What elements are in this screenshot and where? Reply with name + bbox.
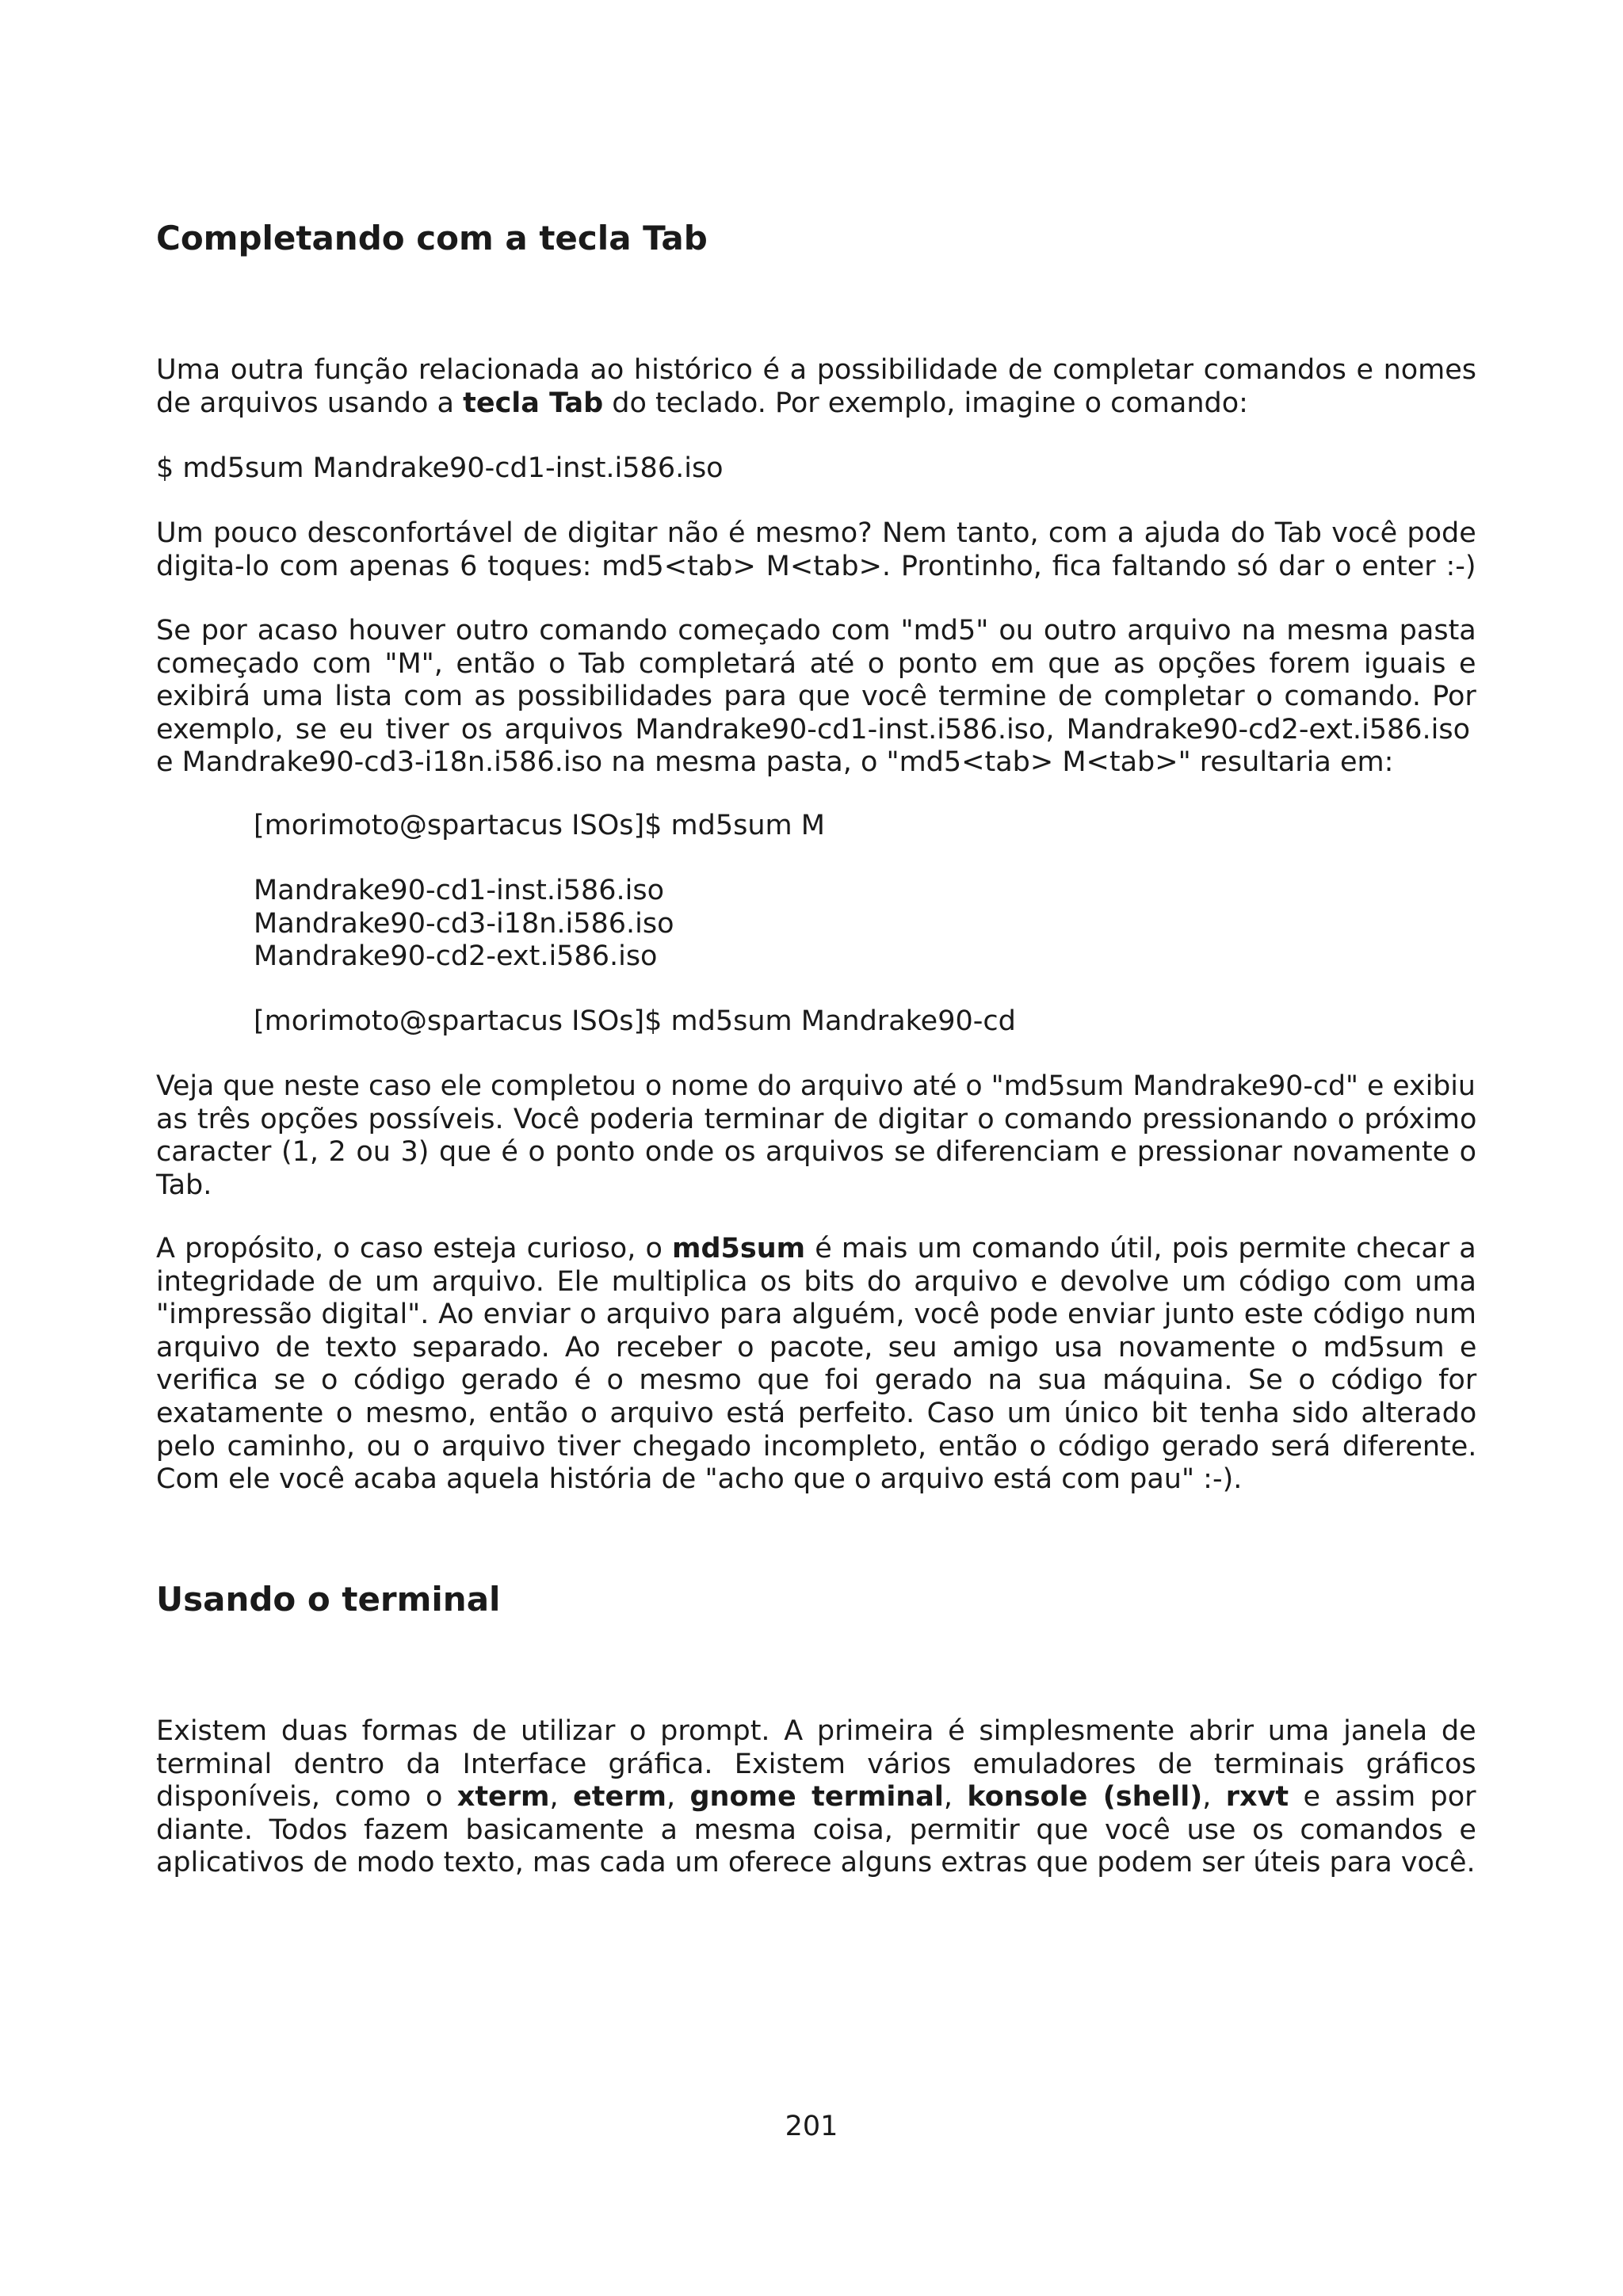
text-run: e assim por [1289, 1781, 1476, 1814]
terminal-output-file: Mandrake90-cd3-i18n.i586.iso [254, 908, 674, 940]
text-run: de arquivos usando a [156, 387, 464, 419]
text-line: exatamente o mesmo, então o arquivo está perfeito. Caso um único bit tenha sido alterado [156, 1397, 1477, 1429]
terminal-output-file: Mandrake90-cd2-ext.i586.iso [254, 940, 658, 972]
text-line: integridade de um arquivo. Ele multiplica os bits do arquivo e devolve um código com uma [156, 1265, 1476, 1298]
text-line: Um pouco desconfortável de digitar não é mesmo? Nem tanto, com a ajuda do Tab você pode [156, 517, 1476, 549]
text-line: "impressão digital". Ao enviar o arquivo para alguém, você pode enviar junto este código num [156, 1299, 1477, 1331]
text-line [156, 387, 1476, 421]
text-line: e Mandrake90-cd3-i18n.i586.iso na mesma pasta, o "md5<tab> M<tab>" resultaria em: [156, 746, 1394, 779]
terminal-prompt-line: [morimoto@spartacus ISOs]$ md5sum M [254, 810, 825, 841]
paragraph-intro [156, 354, 1476, 420]
text-line: as três opções possíveis. Você poderia terminar de digitar o comando pressionando o próximo [156, 1103, 1477, 1135]
text-line [156, 1781, 1476, 1814]
text-line: Veja que neste caso ele completou o nome do arquivo até o "md5sum Mandrake90-cd" e exibiu [156, 1070, 1476, 1102]
text-line: exibirá uma lista com as possibilidades para que você termine de completar o comando. Por [156, 681, 1476, 713]
text-line: pelo caminho, ou o arquivo tiver chegado incompleto, então o código gerado será diferente. [156, 1430, 1477, 1463]
page-number: 201 [785, 2111, 838, 2142]
text-line: caracter (1, 2 ou 3) que é o ponto onde os arquivos se diferenciam e pressionar novamente o [156, 1136, 1477, 1169]
paragraph-multiple-matches [156, 615, 1476, 780]
text-run: A propósito, o caso esteja curioso, o [156, 1233, 673, 1264]
text-line: Tab. [156, 1169, 212, 1201]
paragraph-completion-result [156, 1070, 1476, 1202]
text-run: é mais um comando útil, pois permite checar a [805, 1233, 1476, 1264]
bold-term-tecla-tab: tecla Tab [463, 387, 604, 419]
text-line: Com ele você acaba aquela história de "acho que o arquivo está com pau" :-). [156, 1463, 1243, 1496]
paragraph-tab-explanation [156, 517, 1476, 583]
bold-term-md5sum: md5sum [672, 1233, 806, 1264]
paragraph-terminal-intro [156, 1715, 1476, 1880]
text-run: , [549, 1781, 574, 1814]
text-line: diante. Todos fazem basicamente a mesma coisa, permitir que você use os comandos e [156, 1814, 1476, 1846]
text-run: disponíveis, como o [156, 1781, 457, 1814]
terminal-prompt-line: [morimoto@spartacus ISOs]$ md5sum Mandrake90-cd [254, 1005, 1016, 1037]
text-line: Se por acaso houver outro comando começado com "md5" ou outro arquivo na mesma pasta [156, 615, 1476, 646]
text-run: , [943, 1781, 968, 1814]
text-run: , [666, 1781, 690, 1814]
text-line [156, 1233, 1476, 1266]
command-example: $ md5sum Mandrake90-cd1-inst.i586.iso [156, 452, 724, 484]
bold-term-gnome-terminal: gnome terminal [689, 1781, 944, 1814]
text-line: digita-lo com apenas 6 toques: md5<tab> M<tab>. Prontinho, fica faltando só dar o enter :-) [156, 550, 1476, 582]
bold-term-konsole: konsole (shell) [967, 1781, 1203, 1814]
bold-term-eterm: eterm [573, 1781, 666, 1814]
text-run: , [1202, 1781, 1226, 1814]
text-line: começado com "M", então o Tab completará até o ponto em que as opções forem iguais e [156, 647, 1476, 680]
bold-term-rxvt: rxvt [1225, 1781, 1289, 1814]
terminal-output-file: Mandrake90-cd1-inst.i586.iso [254, 875, 664, 906]
text-line: Uma outra função relacionada ao histórico é a possibilidade de completar comandos e nomes [156, 354, 1477, 386]
text-line: verifica se o código gerado é o mesmo que foi gerado na sua máquina. Se o código for [156, 1364, 1477, 1397]
text-line: Existem duas formas de utilizar o prompt. A primeira é simplesmente abrir uma janela de [156, 1715, 1476, 1747]
text-line: exemplo, se eu tiver os arquivos Mandrake90-cd1-inst.i586.iso, Mandrake90-cd2-ext.i586.iso [156, 713, 1471, 746]
text-line: aplicativos de modo texto, mas cada um oferece alguns extras que podem ser úteis para você. [156, 1847, 1476, 1879]
paragraph-md5sum [156, 1233, 1476, 1497]
bold-term-xterm: xterm [456, 1781, 550, 1814]
text-run: do teclado. Por exemplo, imagine o comando: [603, 387, 1248, 419]
text-line: terminal dentro da Interface gráfica. Existem vários emuladores de terminais gráficos [156, 1748, 1476, 1780]
section-heading-using-terminal: Usando o terminal [156, 1580, 501, 1619]
section-heading-tab-completion: Completando com a tecla Tab [156, 219, 708, 257]
text-line: arquivo de texto separado. Ao receber o pacote, seu amigo usa novamente o md5sum e [156, 1331, 1477, 1363]
